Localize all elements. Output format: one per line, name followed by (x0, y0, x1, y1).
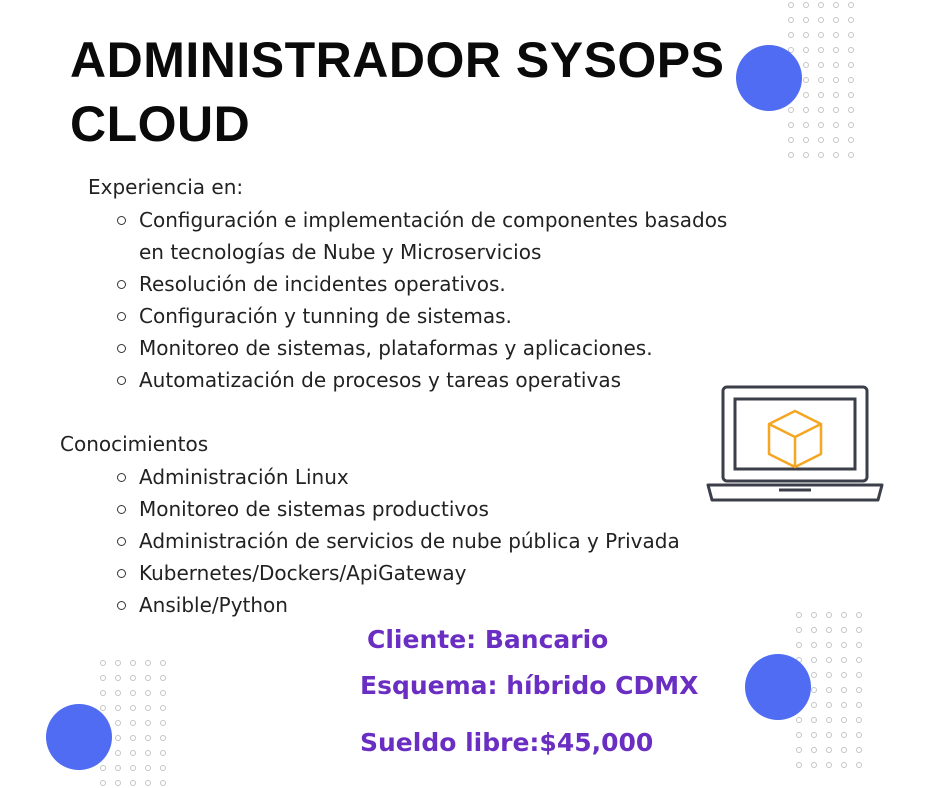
dot (160, 765, 166, 771)
dot (145, 720, 151, 726)
dot (145, 750, 151, 756)
dot (811, 657, 817, 663)
dot (115, 675, 121, 681)
dot (818, 17, 824, 23)
dot (818, 152, 824, 158)
dot (145, 780, 151, 786)
dot (788, 32, 794, 38)
dot (803, 62, 809, 68)
dot (826, 642, 832, 648)
dot (826, 657, 832, 663)
dot (145, 705, 151, 711)
experience-heading: Experiencia en: (88, 175, 244, 199)
dot (826, 762, 832, 768)
dot (848, 77, 854, 83)
dot (856, 642, 862, 648)
dot (833, 152, 839, 158)
dot (848, 152, 854, 158)
dot (856, 657, 862, 663)
dot (848, 107, 854, 113)
dot (811, 732, 817, 738)
list-item: Monitoreo de sistemas productivos (117, 493, 817, 525)
scheme-text: Esquema: híbrido CDMX (360, 671, 699, 700)
dot (788, 17, 794, 23)
dot (818, 62, 824, 68)
dot (848, 32, 854, 38)
dot (818, 122, 824, 128)
decor-circle-bottom-left (46, 704, 112, 770)
dot (145, 735, 151, 741)
dot (788, 2, 794, 8)
dot (811, 642, 817, 648)
dot (826, 687, 832, 693)
list-item: Ansible/Python (117, 589, 817, 621)
list-item: Configuración y tunning de sistemas. (117, 300, 757, 332)
dot (826, 702, 832, 708)
dot (818, 107, 824, 113)
dot (856, 717, 862, 723)
dot (796, 732, 802, 738)
dot (788, 122, 794, 128)
dot (856, 702, 862, 708)
dot (848, 17, 854, 23)
dot (841, 762, 847, 768)
dot (818, 32, 824, 38)
dot (841, 702, 847, 708)
dot (826, 732, 832, 738)
dot (803, 2, 809, 8)
dot (833, 2, 839, 8)
dot (841, 642, 847, 648)
knowledge-list (117, 461, 817, 621)
dot (115, 705, 121, 711)
dot (145, 660, 151, 666)
dot (818, 137, 824, 143)
dot (818, 92, 824, 98)
salary-text: Sueldo libre:$45,000 (360, 728, 654, 757)
experience-list (117, 204, 757, 396)
dot (115, 765, 121, 771)
dot (160, 750, 166, 756)
dot (833, 92, 839, 98)
dot (788, 152, 794, 158)
knowledge-heading: Conocimientos (60, 432, 209, 456)
dot (826, 627, 832, 633)
dot (130, 780, 136, 786)
dot (796, 642, 802, 648)
dot (130, 750, 136, 756)
dot (818, 2, 824, 8)
title-line-1: ADMINISTRADOR SYSOPS (70, 32, 725, 88)
dot (841, 687, 847, 693)
dot (100, 690, 106, 696)
dot (841, 672, 847, 678)
dot (788, 137, 794, 143)
dot (811, 627, 817, 633)
dot (856, 672, 862, 678)
dot (796, 717, 802, 723)
dot (841, 657, 847, 663)
dot (130, 675, 136, 681)
dot (833, 32, 839, 38)
dot (100, 780, 106, 786)
dot (833, 47, 839, 53)
dot (788, 107, 794, 113)
dot (115, 780, 121, 786)
dot (841, 612, 847, 618)
dot (100, 765, 106, 771)
list-item: Automatización de procesos y tareas operativas (117, 364, 757, 396)
dot (811, 702, 817, 708)
title-line-2: CLOUD (70, 96, 251, 152)
dot (811, 762, 817, 768)
list-item: Kubernetes/Dockers/ApiGateway (117, 557, 817, 589)
dot (856, 747, 862, 753)
dot (100, 675, 106, 681)
dot (796, 627, 802, 633)
dot (848, 92, 854, 98)
dot (803, 77, 809, 83)
dot (818, 77, 824, 83)
dot (160, 720, 166, 726)
dot (796, 762, 802, 768)
dot (803, 122, 809, 128)
dot (130, 690, 136, 696)
dot (130, 720, 136, 726)
dot (160, 690, 166, 696)
dot (803, 47, 809, 53)
dot (130, 765, 136, 771)
dot (145, 675, 151, 681)
dot (160, 705, 166, 711)
dot (856, 762, 862, 768)
dot (856, 732, 862, 738)
dot (833, 107, 839, 113)
dot (803, 152, 809, 158)
dot (115, 750, 121, 756)
dot (811, 687, 817, 693)
dot (833, 77, 839, 83)
dot (826, 612, 832, 618)
dot (848, 137, 854, 143)
dot (803, 92, 809, 98)
dot (833, 122, 839, 128)
dot (145, 765, 151, 771)
dot (848, 2, 854, 8)
dot (841, 627, 847, 633)
list-item: Administración Linux (117, 461, 817, 493)
dot (841, 747, 847, 753)
dot (811, 747, 817, 753)
dot (796, 747, 802, 753)
dot (848, 62, 854, 68)
decor-circle-bottom-right (745, 654, 811, 720)
dot (130, 735, 136, 741)
dot (803, 32, 809, 38)
dot (848, 122, 854, 128)
list-item: Administración de servicios de nube pública y Privada (117, 525, 817, 557)
dot (826, 717, 832, 723)
list-item: Resolución de incidentes operativos. (117, 268, 757, 300)
page-title (70, 28, 750, 156)
dot (826, 747, 832, 753)
dot (848, 47, 854, 53)
dot (115, 660, 121, 666)
dot (145, 690, 151, 696)
dot (833, 62, 839, 68)
dot (160, 660, 166, 666)
dot (115, 735, 121, 741)
client-text: Cliente: Bancario (367, 625, 609, 654)
dot (811, 717, 817, 723)
dot (826, 672, 832, 678)
list-item: Configuración e implementación de componentes basados en tecnologías de Nube y Microservicios (117, 204, 757, 268)
dot (833, 137, 839, 143)
dot (856, 612, 862, 618)
dot (841, 717, 847, 723)
dot (130, 705, 136, 711)
dot (115, 690, 121, 696)
dot (160, 675, 166, 681)
dot (100, 705, 106, 711)
dot (811, 672, 817, 678)
dot (160, 735, 166, 741)
dot (160, 780, 166, 786)
dot (130, 660, 136, 666)
decor-circle-top-right (736, 45, 802, 111)
dot (115, 720, 121, 726)
dot (856, 627, 862, 633)
dot (841, 732, 847, 738)
dot (803, 17, 809, 23)
dot (818, 47, 824, 53)
list-item: Monitoreo de sistemas, plataformas y aplicaciones. (117, 332, 757, 364)
dot (100, 660, 106, 666)
dot (803, 107, 809, 113)
dot (803, 137, 809, 143)
dot (856, 687, 862, 693)
dot (833, 17, 839, 23)
